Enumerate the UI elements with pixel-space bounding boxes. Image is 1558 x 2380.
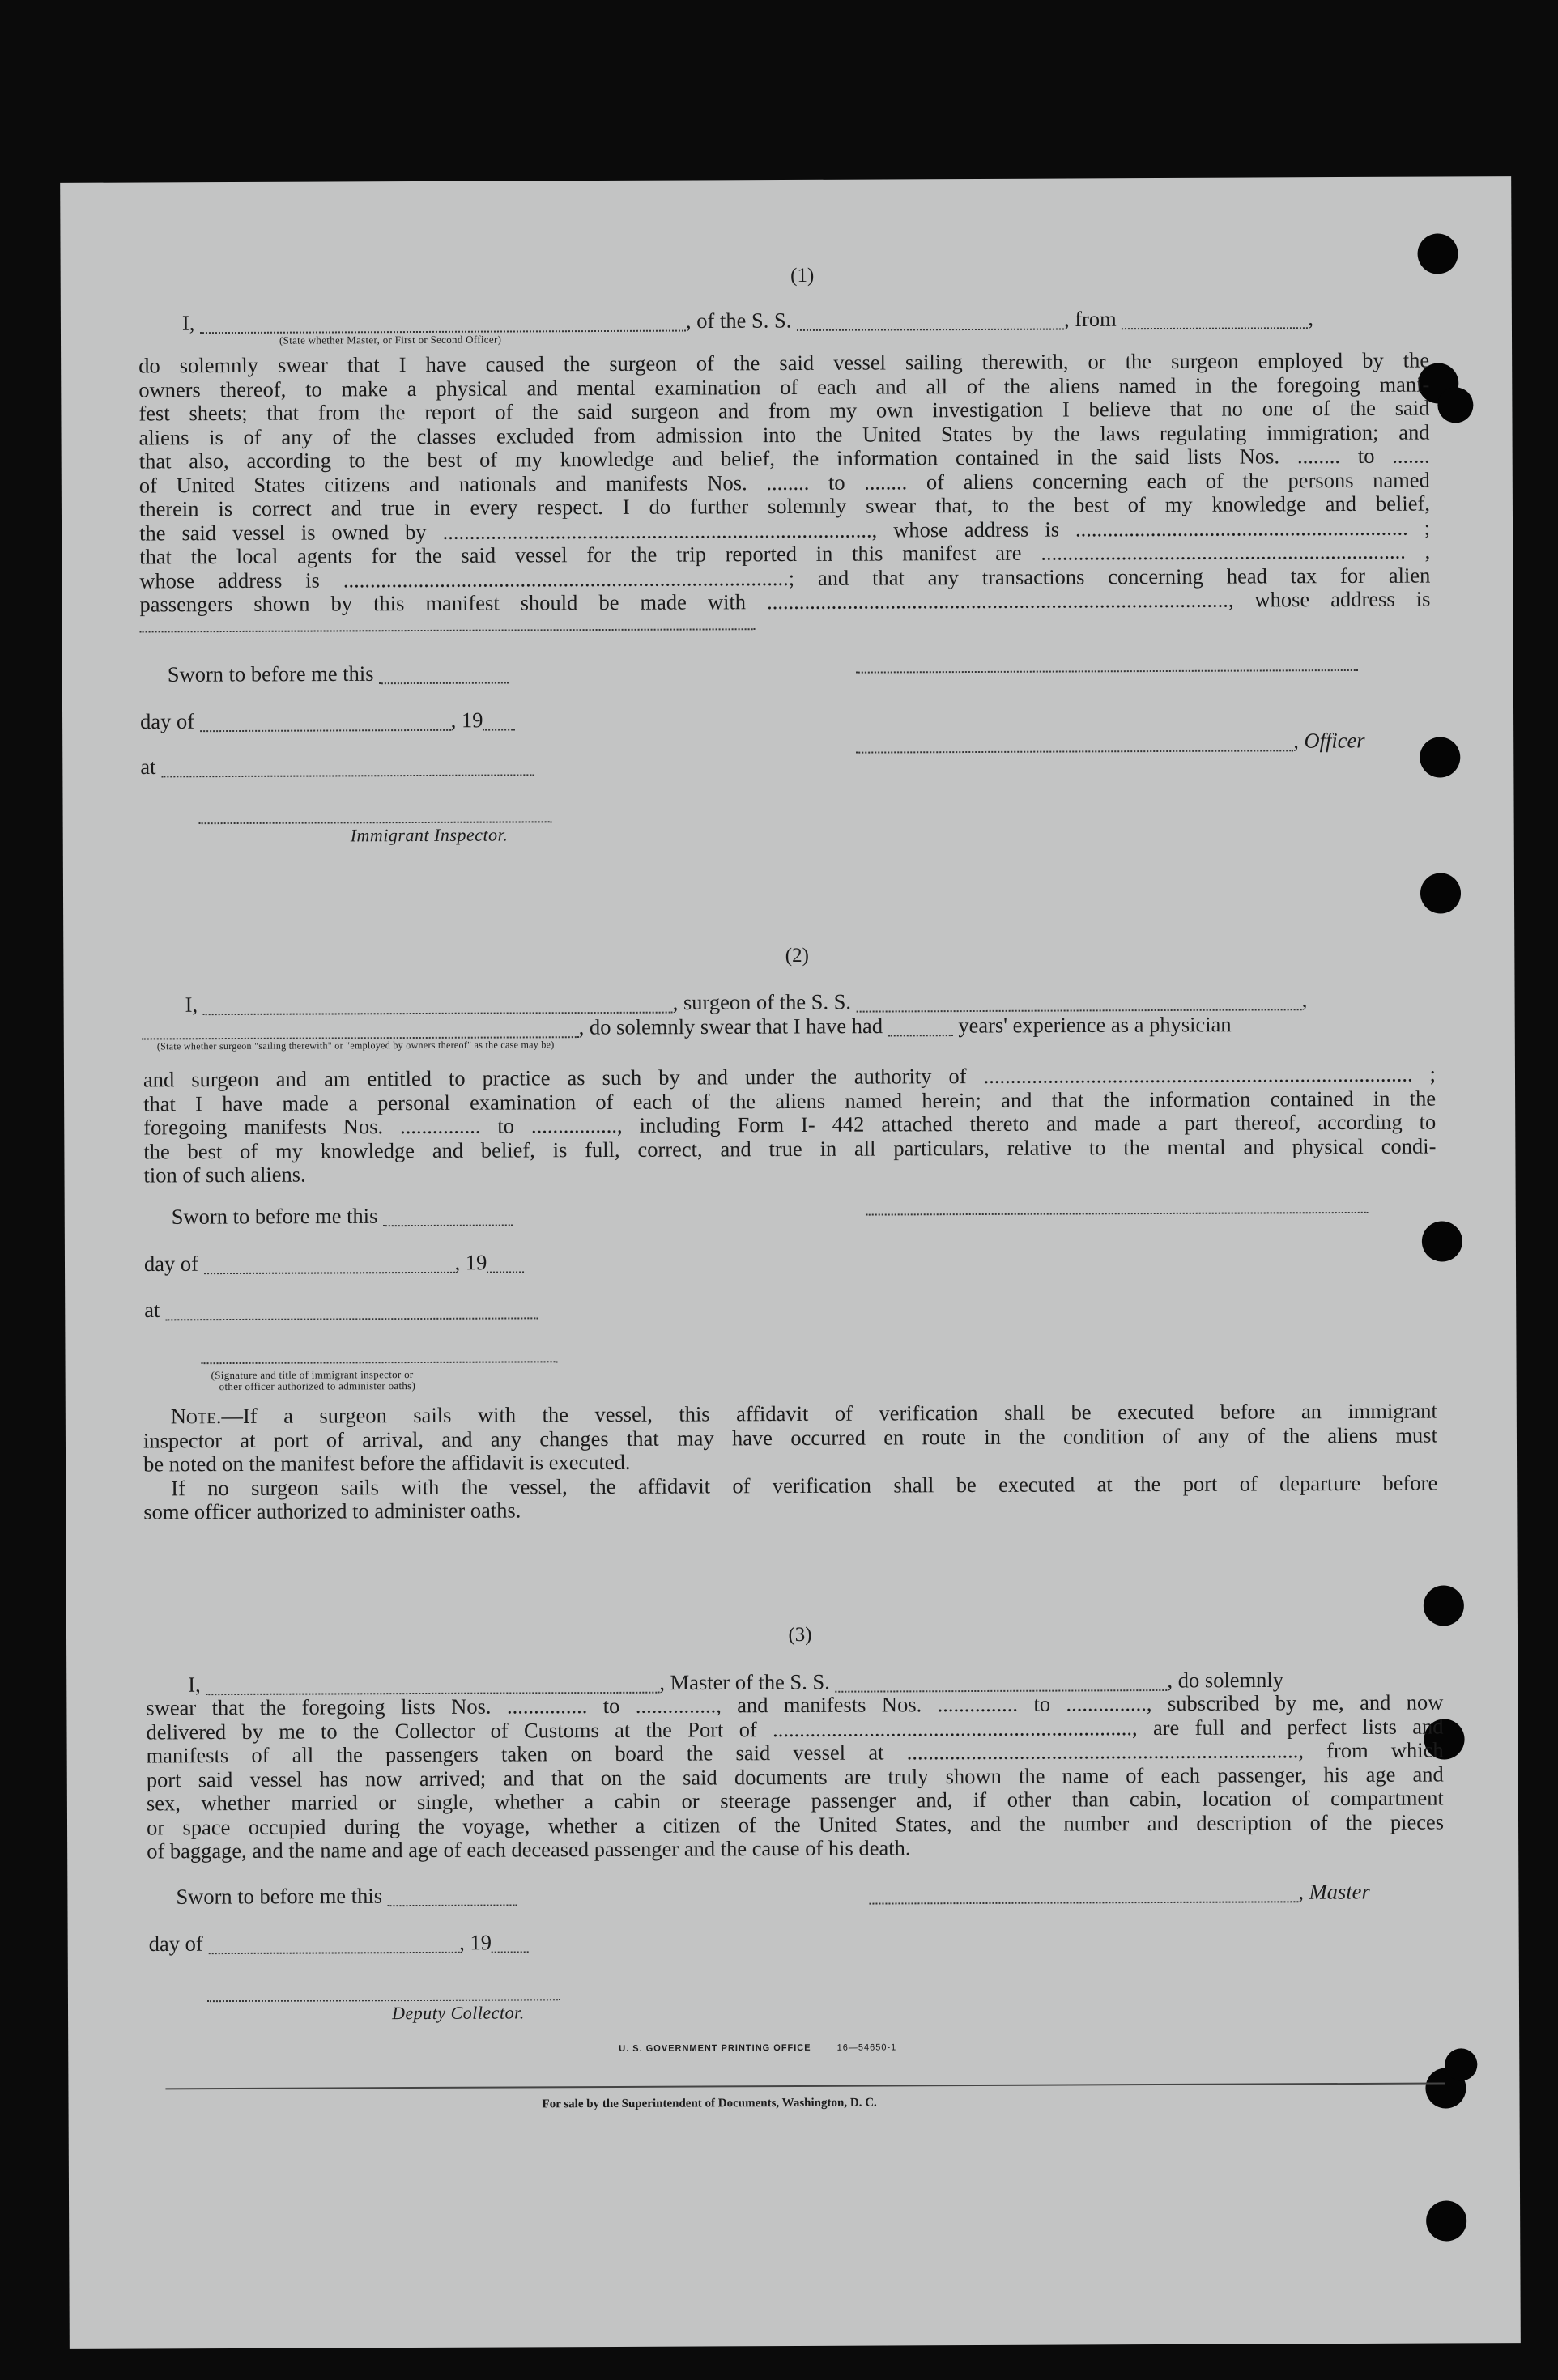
- note-text: If a surgeon sails with the vessel, this affidavit of verification shall be executed before an immigrant: [242, 1398, 1437, 1428]
- text-line: swear that the foregoing lists Nos. ............... to ..............., and manifests Nos. ............... to ..............., subscribed by me, and now: [146, 1689, 1444, 1720]
- years-blank: [888, 1013, 953, 1036]
- signature-caption-line-2: other officer authorized to administer oaths): [219, 1379, 416, 1393]
- section-1-oath-text: [138, 349, 1430, 617]
- surgeon-of-ss-label: , surgeon of the S. S.: [672, 989, 852, 1015]
- punch-hole: [1424, 1585, 1464, 1626]
- inspector-caption: Immigrant Inspector.: [350, 824, 509, 846]
- sworn-day-blank: [388, 1882, 517, 1906]
- text-line: passengers shown by this manifest should be made with ......................................................................................, whose address is: [139, 586, 1431, 617]
- from-label: , from: [1063, 306, 1117, 332]
- text-line: of United States citizens and nationals and manifests Nos. ........ to ........ of aliens concerning each of the persons named: [138, 467, 1430, 497]
- text-line: manifests of all the passengers taken on board the said vessel at ........................................................................., from which: [146, 1737, 1444, 1768]
- sworn-day-blank: [383, 1202, 513, 1226]
- at-label: at: [140, 754, 156, 780]
- master-label: , Master: [1298, 1879, 1370, 1904]
- surgeon-status-caption: (State whether surgeon "sailing therewith" or "employed by owners thereof" as the case may be): [156, 1039, 555, 1052]
- month-blank: [208, 1930, 459, 1954]
- printing-office-imprint: [619, 2042, 896, 2053]
- text-line: or space occupied during the voyage, whether a citizen of the United States, and the number and description of the pieces: [146, 1808, 1445, 1839]
- sale-notice: For sale by the Superintendent of Documents, Washington, D. C.: [542, 2096, 877, 2111]
- manifest-affidavit-page: [60, 176, 1521, 2349]
- text-line: therein is correct and true in every respect. I do further solemnly swear that, to the best of my knowledge and belief,: [138, 491, 1430, 521]
- section-3-number: (3): [788, 1623, 812, 1647]
- text-line: the said vessel is owned by ................................................................................, whose address is .............................................................. ;: [138, 515, 1431, 545]
- text-line: and surgeon and am entitled to practice as such by and under the authority of ................................................................................ ;: [143, 1061, 1437, 1092]
- year-label: , 19: [450, 708, 483, 733]
- surgeon-status-blank: [142, 1014, 579, 1039]
- text-line: that I have made a personal examination of each of the aliens named herein; and that the information contained in the: [143, 1086, 1437, 1116]
- section-1-number: (1): [790, 264, 815, 287]
- do-solemnly-label: , do solemnly: [1167, 1667, 1284, 1693]
- text-line: do solemnly swear that I have caused the surgeon of the said vessel sailing therewith, or the surgeon employed by the: [138, 347, 1430, 378]
- vessel-name-blank: [835, 1668, 1167, 1692]
- at-line-2: [144, 1295, 538, 1323]
- section-3-oath-text: [146, 1690, 1444, 1863]
- officer-signature-line: [856, 728, 1364, 755]
- sworn-label: Sworn to before me this: [171, 1203, 378, 1229]
- collector-signature-blank: [207, 1986, 560, 2002]
- form-code: 16—54650-1: [836, 2042, 897, 2053]
- line-end-comma: ,: [1308, 305, 1314, 330]
- text-line: the best of my knowledge and belief, is full, correct, and true in all particulars, relative to the mental and physical condi-: [143, 1133, 1437, 1163]
- sworn-label: Sworn to before me this: [176, 1883, 383, 1909]
- section-2-number: (2): [785, 944, 809, 967]
- from-port-blank: [1122, 305, 1308, 329]
- place-blank: [161, 752, 534, 777]
- punch-hole: [1420, 873, 1461, 913]
- vessel-name-blank: [857, 987, 1302, 1012]
- sworn-day-blank: [379, 661, 509, 684]
- line-end-comma: ,: [1301, 987, 1308, 1012]
- year-blank: [492, 1929, 529, 1953]
- officer-signature-blank: [856, 728, 1293, 753]
- day-of-label: day of: [148, 1931, 203, 1956]
- text-line: sex, whether married or single, whether a cabin or steerage passenger and, if other than cabin, location of compartment: [146, 1785, 1444, 1816]
- section-2-second-line: [142, 1012, 1232, 1042]
- punch-hole: [1437, 387, 1473, 423]
- sworn-label: Sworn to before me this: [167, 661, 374, 686]
- vessel-name-blank: [797, 307, 1064, 331]
- text-line: foregoing manifests Nos. ............... to ................, including Form I- 442 attached thereto and made a part thereof, according to: [143, 1109, 1437, 1140]
- day-of-line-3: [149, 1929, 529, 1957]
- punch-hole: [1422, 1221, 1462, 1261]
- text-line: delivered by me to the Collector of Customs at the Port of ..................................................................., are full and perfect lists and: [146, 1713, 1444, 1744]
- surgeon-name-blank: [203, 990, 673, 1015]
- collector-caption: Deputy Collector.: [391, 2002, 525, 2024]
- sworn-line-2: [172, 1202, 513, 1229]
- text-line: fest sheets; that from the report of the said surgeon and from my own investigation I believe that no one of the said: [138, 395, 1430, 426]
- sworn-line-1: [168, 661, 509, 687]
- master-signature-blank: [869, 1879, 1298, 1904]
- text-line: of baggage, and the name and age of each deceased passenger and the cause of his death.: [147, 1835, 911, 1864]
- section-2-oath-text: [143, 1063, 1437, 1188]
- note-label: Note.: [170, 1404, 222, 1429]
- surgeon-note: [143, 1400, 1438, 1524]
- punch-hole: [1426, 2200, 1466, 2241]
- punch-hole: [1445, 2048, 1477, 2080]
- inspector-signature-blank: [201, 1348, 557, 1364]
- text-line: that the local agents for the said vessel for the trip reported in this manifest are .................................................................... ,: [139, 538, 1431, 569]
- text-line: whose address is ...................................................................................; and that any transactions concerning head tax for alien: [139, 563, 1431, 593]
- years-experience-label: years' experience as a physician: [958, 1012, 1232, 1038]
- year-blank: [483, 707, 515, 730]
- place-blank: [165, 1295, 538, 1320]
- opening-i: I,: [188, 1672, 201, 1697]
- text-line: tion of such aliens.: [143, 1162, 306, 1188]
- master-of-ss-label: , Master of the S. S.: [659, 1669, 830, 1695]
- officer-label: , Officer: [1293, 728, 1365, 753]
- text-line: owners thereof, to make a physical and mental examination of each and all of the aliens named in the foregoing mani-: [138, 372, 1430, 402]
- footer-rule: [165, 2082, 1445, 2089]
- master-name-blank: [206, 1670, 659, 1695]
- day-of-label: day of: [143, 1251, 199, 1277]
- year-label: , 19: [459, 1930, 492, 1955]
- text-line: aliens is of any of the classes excluded from admission into the United States by the laws regulating immigration; and: [138, 419, 1430, 450]
- year-blank: [487, 1249, 524, 1273]
- surgeon-signature-blank: [866, 1199, 1369, 1216]
- sworn-line-3: [176, 1882, 517, 1909]
- officer-signature-top-blank: [856, 657, 1358, 674]
- swear-label: , do solemnly swear that I have had: [578, 1014, 883, 1039]
- year-label: , 19: [454, 1250, 487, 1275]
- opening-i: I,: [185, 992, 198, 1017]
- text-line: inspector at port of arrival, and any changes that may have occurred en route in the condition of any of the aliens must: [143, 1422, 1437, 1452]
- day-of-line-2: [144, 1249, 524, 1277]
- officer-rank-blank: [200, 308, 686, 334]
- month-blank: [200, 708, 451, 732]
- text-line: If no surgeon sails with the vessel, the affidavit of verification shall be executed at the port of departure before: [171, 1470, 1438, 1500]
- printing-office-label: U. S. GOVERNMENT PRINTING OFFICE: [619, 2042, 811, 2054]
- section-1-opening-line: [182, 305, 1313, 336]
- day-of-line-1: [140, 707, 515, 734]
- month-blank: [204, 1250, 455, 1274]
- day-of-label: day of: [140, 708, 195, 734]
- punch-hole: [1420, 737, 1460, 777]
- at-line-1: [140, 752, 534, 780]
- inspector-signature-blank: [199, 808, 552, 824]
- address-continuation-blank: [140, 615, 756, 632]
- text-line: that also, according to the best of my knowledge and belief, the information contained in the said lists Nos. ........ to .......: [138, 443, 1430, 474]
- signature-caption-line-1: (Signature and title of immigrant inspector or: [211, 1368, 414, 1382]
- of-ss-label: , of the S. S.: [685, 308, 792, 334]
- opening-i: I,: [181, 310, 195, 335]
- at-label: at: [144, 1297, 160, 1323]
- rank-caption: (State whether Master, or First or Second Officer): [279, 333, 502, 346]
- text-line: Note.—If a surgeon sails with the vessel, this affidavit of verification shall be executed before an immigrant: [170, 1398, 1437, 1429]
- text-line: port said vessel has now arrived; and that on the said documents are truly shown the name of each passenger, his age and: [146, 1761, 1444, 1791]
- text-line: be noted on the manifest before the affidavit is executed.: [143, 1449, 631, 1477]
- master-signature-line: [869, 1879, 1369, 1906]
- text-line: some officer authorized to administer oaths.: [143, 1498, 521, 1524]
